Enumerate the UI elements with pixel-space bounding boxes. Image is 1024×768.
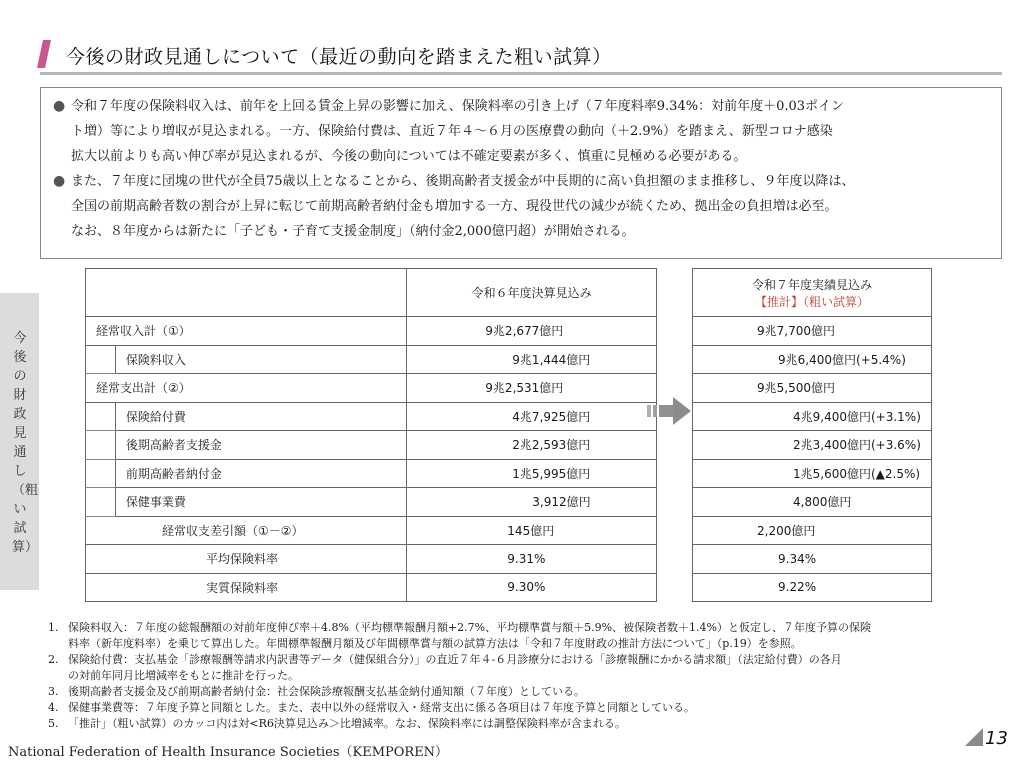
row-label: 平均保険料率 (86, 545, 407, 574)
footnote-number: 2. (48, 653, 59, 666)
indent-stub (86, 402, 116, 431)
r6-value: 3,912億円 (407, 488, 657, 517)
column-header-r7-title: 令和７年度実績見込み (751, 277, 872, 292)
r6-value: 2兆2,593億円 (407, 431, 657, 460)
r6-value: 145億円 (407, 516, 657, 545)
footnote-number: 1. (48, 621, 59, 634)
row-label: 実質保険料率 (86, 573, 407, 602)
footnote-item (40, 620, 1002, 652)
r6-value: 9兆2,677億円 (407, 317, 657, 346)
row-label: 保険料収入 (115, 345, 406, 374)
footnote-line: 料率（新年度料率）を乗じて算出した。年間標準報酬月額及び年間標準賞与額の試算方法は「令和７年度財政の推計方法について」（p.19）を参照。 (68, 637, 802, 650)
r7-value: 2兆3,400億円(+3.6%) (693, 431, 932, 460)
footnote-number: 4. (48, 701, 59, 714)
table-corner-cell (86, 269, 407, 317)
row-label: 経常支出計（②） (86, 374, 407, 403)
summary-box (40, 87, 1002, 259)
footnote-line: の対前年同月比増減率をもとに推計を行った。 (68, 669, 299, 682)
r6-value: 9.31% (407, 545, 657, 574)
r6-value: 4兆7,925億円 (407, 402, 657, 431)
side-label-text: 今後の財政見通し（粗い試算） (12, 331, 39, 555)
title-divider (40, 72, 1002, 75)
summary-line: 全国の前期高齢者数の割合が上昇に転じて前期高齢者納付金も増加する一方、現役世代の減少が続くため、拠出金の負担増は必至。 (71, 199, 838, 214)
indent-stub (86, 431, 116, 460)
r7-value: 4兆9,400億円(+3.1%) (693, 402, 932, 431)
footnote-line: 後期高齢者支援金及び前期高齢者納付金：社会保険診療報酬支払基金納付通知額（７年度）としている。 (68, 685, 585, 698)
page-number: 13 (985, 728, 1008, 749)
r6-value: 9兆2,531億円 (407, 374, 657, 403)
row-label: 経常収入計（①） (86, 317, 407, 346)
summary-paragraph-1 (51, 94, 993, 169)
summary-line: また、７年度に団塊の世代が全員75歳以上となることから、後期高齢者支援金が中長期的に高い負担額のまま推移し、９年度以降は、 (71, 174, 855, 189)
indent-stub (86, 345, 116, 374)
indent-stub (86, 459, 116, 488)
row-label: 保険給付費 (115, 402, 406, 431)
column-header-r7 (693, 269, 932, 317)
r7-value: 1兆5,600億円(▲2.5%) (693, 459, 932, 488)
side-label-panel (0, 293, 39, 590)
title-accent-bar (37, 40, 51, 68)
page-corner-triangle-icon (965, 728, 983, 746)
page-title: 今後の財政見通しについて（最近の動向を踏まえた粗い試算） (66, 46, 612, 68)
footnote-item (40, 716, 1002, 732)
row-label: 後期高齢者支援金 (115, 431, 406, 460)
r7-value: 2,200億円 (693, 516, 932, 545)
summary-line: ト増）等により増収が見込まれる。一方、保険給付費は、直近７年４～６月の医療費の動向（＋2.9%）を踏まえ、新型コロナ感染 (71, 124, 833, 139)
arrow-right-icon (647, 395, 693, 427)
r7-value: 9.22% (693, 573, 932, 602)
fiscal-table-r6 (85, 268, 657, 602)
footnote-line: 保険給付費：支払基金「診療報酬等請求内訳書等データ（健保組合分）」の直近７年４-６月診療分における「診療報酬にかかる請求額」（法定給付費）の各月 (68, 653, 842, 666)
footnote-number: 3. (48, 685, 59, 698)
bullet-icon: ● (53, 98, 66, 114)
footnote-line: 「推計」（粗い試算）のカッコ内は対<R6決算見込み＞比増減率。なお、保険料率には調整保険料率が含まれる。 (68, 717, 626, 730)
bullet-icon: ● (53, 173, 66, 189)
r6-value: 9.30% (407, 573, 657, 602)
indent-stub (86, 488, 116, 517)
r6-value: 9兆1,444億円 (407, 345, 657, 374)
row-label: 保健事業費 (115, 488, 406, 517)
summary-line: 令和７年度の保険料収入は、前年を上回る賃金上昇の影響に加え、保険料率の引き上げ（７年度料率9.34%：対前年度＋0.03ポイン (71, 99, 845, 114)
footnote-line: 保健事業費等：７年度予算と同額とした。また、表中以外の経常収入・経常支出に係る各項目は７年度予算と同額としている。 (68, 701, 695, 714)
r6-value: 1兆5,995億円 (407, 459, 657, 488)
footnote-item (40, 652, 1002, 684)
r7-value: 9兆5,500億円 (693, 374, 932, 403)
r7-value: 9兆6,400億円(+5.4%) (693, 345, 932, 374)
r7-value: 4,800億円 (693, 488, 932, 517)
summary-line: 拡大以前よりも高い伸び率が見込まれるが、今後の動向については不確定要素が多く、慎重に見極める必要がある。 (71, 149, 747, 164)
column-header-r7-subtitle: 【推計】（粗い試算） (754, 294, 869, 309)
summary-paragraph-2 (51, 169, 993, 244)
footnote-number: 5. (48, 717, 59, 730)
row-label: 前期高齢者納付金 (115, 459, 406, 488)
footer-organization: National Federation of Health Insurance Societies（KEMPOREN） (8, 745, 449, 760)
column-header-r6: 令和６年度決算見込み (407, 269, 657, 317)
summary-line: なお、８年度からは新たに「子ども・子育て支援金制度」（納付金2,000億円超）が開始される。 (71, 224, 635, 239)
r7-value: 9兆7,700億円 (693, 317, 932, 346)
footnote-item (40, 684, 1002, 700)
r7-value: 9.34% (693, 545, 932, 574)
row-label: 経常収支差引額（①－②） (86, 516, 407, 545)
footnote-item (40, 700, 1002, 716)
footnotes (40, 620, 1002, 732)
footnote-line: 保険料収入：７年度の総報酬額の対前年度伸び率＋4.8%（平均標準報酬月額+2.7%、平均標準賞与額＋5.9%、被保険者数＋1.4%）と仮定し、７年度予算の保険 (68, 621, 871, 634)
fiscal-table-r7 (692, 268, 932, 602)
